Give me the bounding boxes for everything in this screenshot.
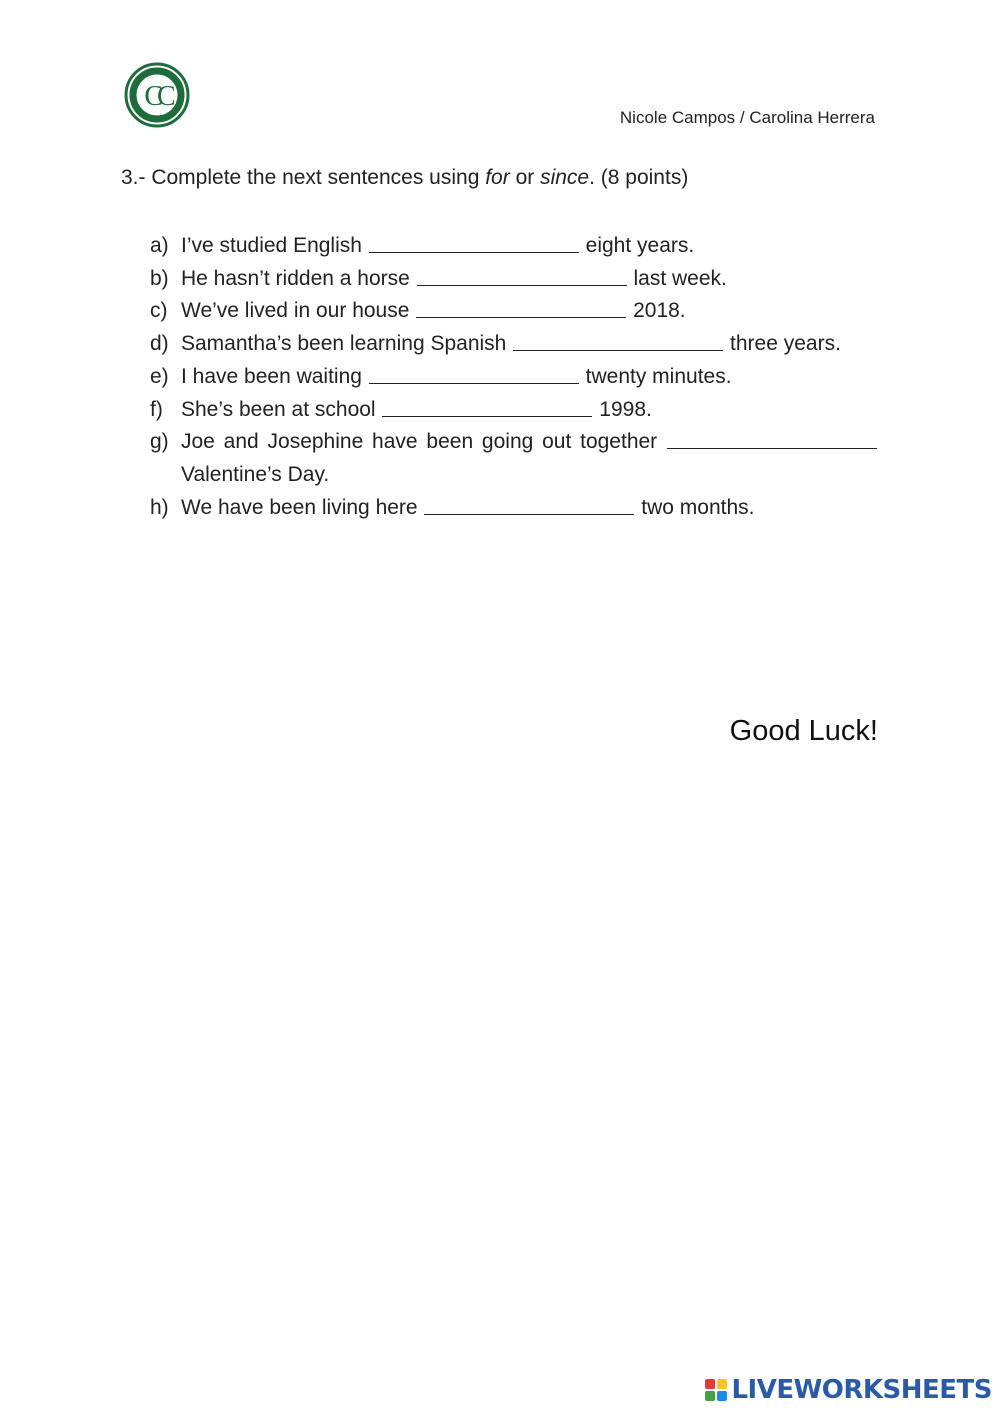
- liveworksheets-logo-icon: [704, 1378, 728, 1402]
- closing-text: Good Luck!: [729, 715, 878, 747]
- question-text: [181, 230, 878, 263]
- answer-blank[interactable]: [513, 328, 723, 351]
- school-logo: [124, 62, 190, 128]
- question-item: [150, 492, 878, 525]
- instruction-word-for: for: [485, 166, 510, 189]
- question-after: 1998.: [599, 397, 652, 421]
- liveworksheets-brand[interactable]: [704, 1375, 992, 1405]
- question-marker: h): [150, 495, 169, 519]
- instruction-word-since: since: [540, 166, 590, 189]
- question-item: [150, 394, 878, 427]
- logo-initials: CC: [144, 81, 170, 112]
- answer-input[interactable]: [369, 366, 579, 388]
- answer-input[interactable]: [417, 268, 627, 290]
- question-after: twenty minutes.: [585, 364, 732, 388]
- question-after: 2018.: [633, 299, 686, 323]
- answer-blank[interactable]: [369, 361, 579, 384]
- answer-input[interactable]: [416, 301, 626, 323]
- question-before: Samantha’s been learning Spanish: [181, 332, 507, 356]
- question-marker: e): [150, 364, 169, 388]
- answer-input[interactable]: [382, 399, 592, 421]
- answer-input[interactable]: [513, 334, 723, 356]
- question-marker: f): [150, 397, 163, 421]
- question-item: [150, 230, 878, 263]
- question-list: [150, 230, 878, 524]
- question-item: [150, 426, 878, 491]
- instruction-middle: or: [509, 166, 541, 189]
- question-item: [150, 295, 878, 328]
- question-after: eight years.: [585, 234, 695, 257]
- question-marker: c): [150, 299, 168, 323]
- question-marker: b): [150, 266, 169, 290]
- question-text: [181, 263, 878, 296]
- question-marker: d): [150, 332, 169, 356]
- question-text: [181, 361, 878, 394]
- question-before: She’s been at school: [181, 397, 376, 421]
- question-before: We’ve lived in our house: [181, 299, 410, 323]
- question-marker: g): [150, 430, 169, 454]
- question-item: [150, 328, 878, 361]
- question-before: I’ve studied English: [181, 234, 362, 257]
- answer-blank[interactable]: [416, 295, 626, 318]
- answer-input[interactable]: [424, 497, 634, 519]
- liveworksheets-text: LIVEWORKSHEETS: [731, 1375, 992, 1405]
- question-text: [181, 492, 878, 525]
- question-after: last week.: [633, 266, 727, 290]
- instruction-suffix: . (8 points): [589, 166, 689, 189]
- question-after: Valentine’s Day.: [181, 462, 330, 486]
- question-before: I have been waiting: [181, 364, 362, 388]
- answer-input[interactable]: [667, 432, 877, 454]
- question-item: [150, 263, 878, 296]
- question-text: [181, 295, 878, 328]
- answer-blank[interactable]: [382, 394, 592, 417]
- question-text: [181, 394, 878, 427]
- instruction-heading: [121, 166, 688, 190]
- instruction-prefix: 3.- Complete the next sentences using: [121, 166, 486, 189]
- question-text: [181, 426, 878, 491]
- question-marker: a): [150, 234, 169, 257]
- answer-input[interactable]: [369, 236, 579, 258]
- question-before: We have been living here: [181, 495, 418, 519]
- question-item: [150, 361, 878, 394]
- question-before: Joe and Josephine have been going out together: [181, 430, 658, 454]
- question-after: three years.: [730, 332, 841, 356]
- answer-blank[interactable]: [417, 263, 627, 286]
- question-before: He hasn’t ridden a horse: [181, 266, 410, 290]
- question-after: two months.: [641, 495, 755, 519]
- answer-blank[interactable]: [424, 492, 634, 515]
- answer-blank[interactable]: [667, 426, 877, 449]
- question-text: [181, 328, 878, 361]
- answer-blank[interactable]: [369, 230, 579, 253]
- authors-line: Nicole Campos / Carolina Herrera: [619, 108, 875, 127]
